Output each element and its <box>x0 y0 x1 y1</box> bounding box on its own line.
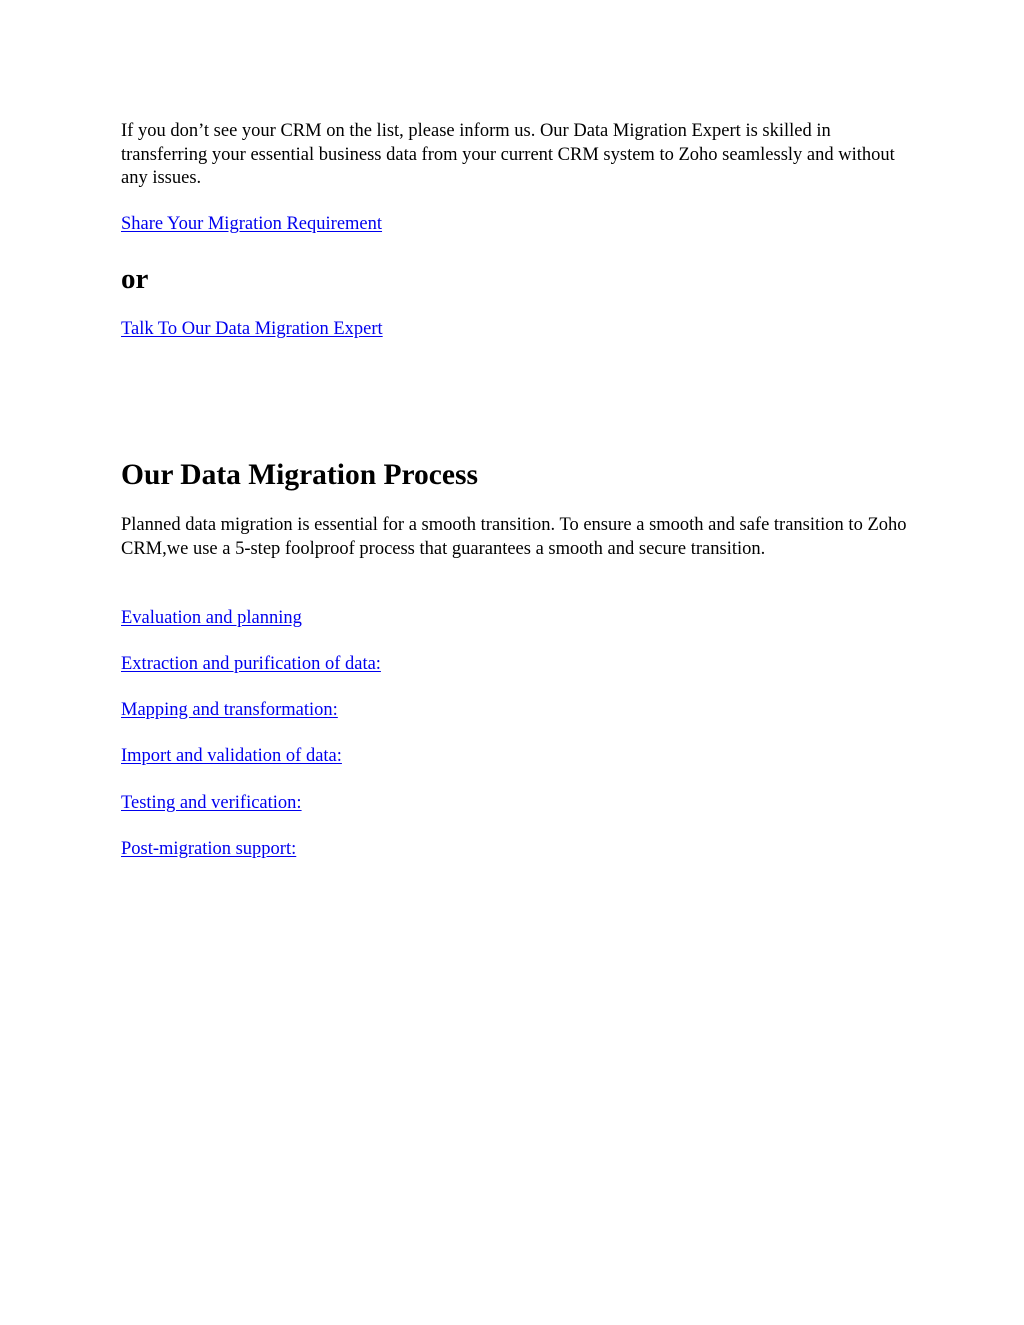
process-step-row <box>121 699 338 722</box>
talk-expert-link[interactable]: Talk To Our Data Migration Expert <box>121 319 383 339</box>
process-step-row <box>121 607 302 630</box>
process-step-row <box>121 653 381 676</box>
process-step-row <box>121 838 296 861</box>
process-step-link-testing[interactable]: Testing and verification: <box>121 793 302 813</box>
process-step-row <box>121 792 302 815</box>
or-heading: or <box>121 263 149 295</box>
process-step-link-evaluation[interactable]: Evaluation and planning <box>121 608 302 628</box>
process-step-link-import[interactable]: Import and validation of data: <box>121 746 342 766</box>
process-step-link-extraction[interactable]: Extraction and purification of data: <box>121 654 381 674</box>
intro-paragraph: If you don’t see your CRM on the list, please inform us. Our Data Migration Expert is skilled in transferring your essential business data from your current CRM system to Zoho seamlessly and without any issues. <box>121 121 895 188</box>
talk-expert-link-row <box>121 318 383 341</box>
process-description: Planned data migration is essential for a smooth transition. To ensure a smooth and safe transition to Zoho CRM,we use a 5-step foolproof process that guarantees a smooth and secure transition. <box>121 515 907 559</box>
process-section-title: Our Data Migration Process <box>121 459 478 491</box>
process-step-link-post-migration[interactable]: Post-migration support: <box>121 839 297 859</box>
share-requirement-link[interactable]: Share Your Migration Requirement <box>121 214 383 234</box>
process-step-row <box>121 745 342 768</box>
process-step-link-mapping[interactable]: Mapping and transformation: <box>121 700 338 720</box>
share-requirement-link-row <box>121 213 382 236</box>
